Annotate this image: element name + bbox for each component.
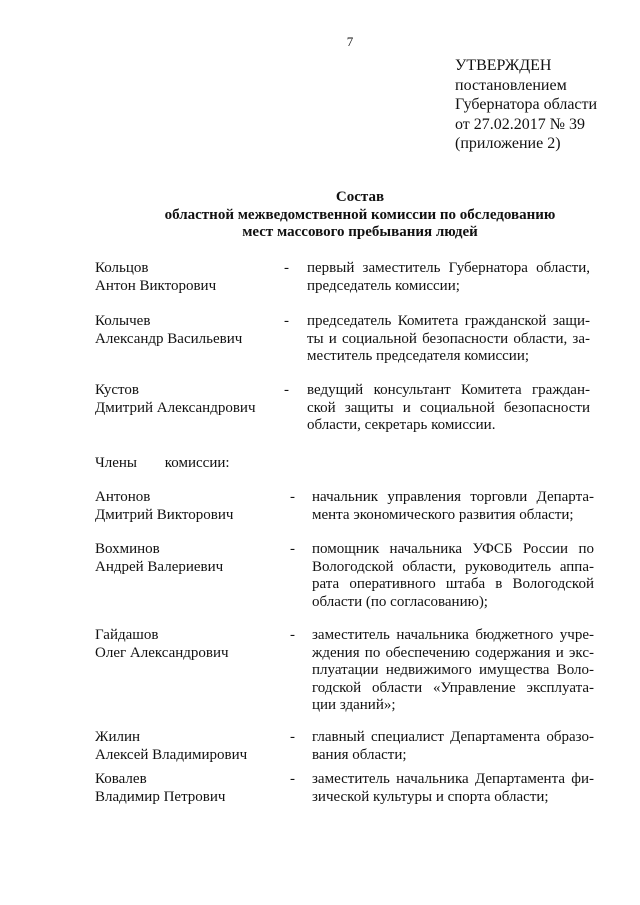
- entry-dash: -: [284, 382, 289, 398]
- position-line: области (по согласованию);: [312, 593, 488, 610]
- member-surname: Ковалев: [95, 771, 147, 787]
- position-line: ты и социальной безопасности области, за-: [307, 330, 590, 347]
- position-line: начальник управления торговли Департа-: [312, 489, 594, 505]
- member-surname: Кольцов: [95, 260, 149, 276]
- member-given-names: Дмитрий Викторович: [95, 506, 234, 523]
- position-line: заместитель начальника Департамента фи-: [312, 771, 594, 787]
- member-name: [95, 771, 225, 806]
- member-position: [307, 313, 590, 366]
- entry-dash: -: [284, 313, 289, 329]
- entry-dash: -: [290, 729, 295, 745]
- position-line: вания области;: [312, 746, 407, 763]
- position-line: плуатации недвижимого имущества Воло-: [312, 662, 594, 678]
- member-given-names: Александр Васильевич: [95, 330, 243, 347]
- document-title: [0, 189, 640, 242]
- position-line: годской области «Управление эксплуата-: [312, 679, 594, 696]
- member-position: [312, 627, 594, 715]
- position-line: ведущий консультант Комитета граждан-: [307, 382, 590, 398]
- member-surname: Жилин: [95, 729, 141, 745]
- approval-line: (приложение 2): [455, 135, 561, 152]
- member-name: [95, 260, 216, 295]
- member-name: [95, 489, 233, 524]
- member-position: [312, 489, 594, 524]
- entry-dash: -: [290, 771, 295, 787]
- position-line: ции зданий»;: [312, 697, 396, 713]
- member-position: [307, 260, 590, 295]
- position-line: мента экономического развития области;: [312, 506, 574, 523]
- member-surname: Кустов: [95, 382, 139, 398]
- approval-line: УТВЕРЖДЕН: [455, 57, 552, 74]
- approval-stamp: [455, 56, 597, 154]
- position-line: зической культуры и спорта области;: [312, 788, 549, 805]
- members-heading: Члены комиссии:: [95, 455, 230, 471]
- position-line: Вологодской области, руководитель аппа-: [312, 558, 594, 575]
- member-position: [307, 382, 590, 435]
- approval-line: Губернатора области: [455, 96, 598, 113]
- member-position: [312, 541, 594, 611]
- position-line: области, секретарь комиссии.: [307, 417, 496, 433]
- member-given-names: Дмитрий Александрович: [95, 399, 256, 416]
- member-surname: Гайдашов: [95, 627, 159, 643]
- member-given-names: Олег Александрович: [95, 644, 229, 661]
- member-name: [95, 627, 229, 662]
- member-surname: Вохминов: [95, 541, 160, 557]
- position-line: помощник начальника УФСБ России по: [312, 541, 594, 557]
- approval-line: от 27.02.2017 № 39: [455, 115, 586, 133]
- member-given-names: Алексей Владимирович: [95, 746, 248, 763]
- member-given-names: Андрей Валериевич: [95, 558, 224, 575]
- position-line: главный специалист Департамента образо-: [312, 729, 594, 745]
- position-line: заместитель начальника бюджетного учре-: [312, 627, 594, 643]
- member-name: [95, 382, 256, 417]
- member-name: [95, 729, 247, 764]
- entry-dash: -: [290, 489, 295, 505]
- member-surname: Колычев: [95, 313, 151, 329]
- position-line: меститель председателя комиссии;: [307, 348, 530, 364]
- position-line: ской защиты и социальной безопасности: [307, 399, 590, 416]
- member-position: [312, 729, 594, 764]
- position-line: председатель комиссии;: [307, 277, 460, 294]
- member-name: [95, 541, 223, 576]
- approval-line: постановлением: [455, 76, 567, 94]
- page-number: 7: [346, 34, 354, 49]
- member-given-names: Антон Викторович: [95, 277, 217, 294]
- title-line: мест массового пребывания людей: [242, 224, 478, 240]
- position-line: рата оперативного штаба в Вологодской: [312, 576, 594, 592]
- member-surname: Антонов: [95, 489, 151, 505]
- title-line: областной межведомственной комиссии по обследованию: [164, 206, 556, 223]
- member-position: [312, 771, 594, 806]
- member-name: [95, 313, 242, 348]
- entry-dash: -: [290, 541, 295, 557]
- position-line: председатель Комитета гражданской защи-: [307, 313, 590, 329]
- entry-dash: -: [284, 260, 289, 276]
- position-line: ждения по обеспечению содержания и экс-: [312, 644, 594, 661]
- entry-dash: -: [290, 627, 295, 643]
- position-line: первый заместитель Губернатора области,: [307, 260, 590, 276]
- member-given-names: Владимир Петрович: [95, 788, 226, 805]
- title-line: Состав: [335, 189, 385, 205]
